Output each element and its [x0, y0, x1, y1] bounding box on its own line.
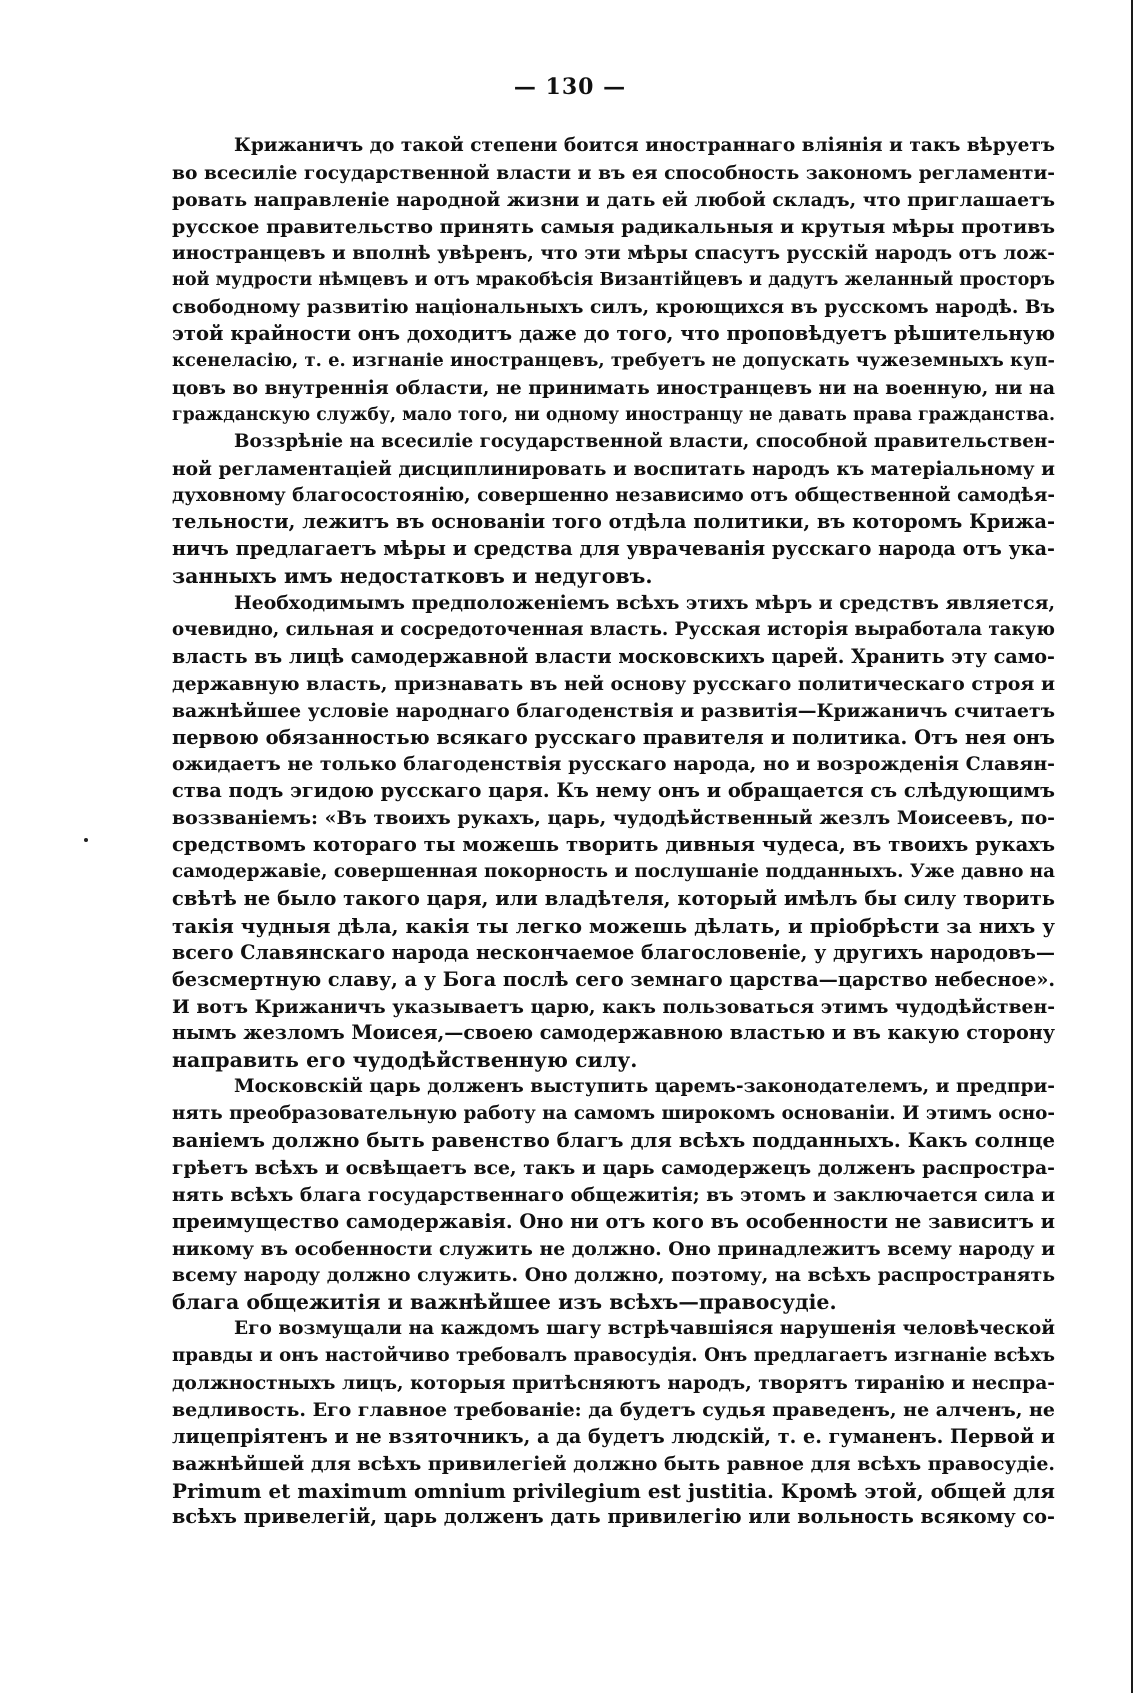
text-line: свободному развитію національныхъ силъ, кроющихся въ русскомъ народѣ. Въ: [172, 296, 1055, 319]
text-line: направить его чудодѣйственную силу.: [172, 1048, 638, 1073]
text-line: очевидно, сильная и сосредоточенная власть. Русская исторія выработала такую: [172, 619, 1055, 641]
text-line: никому въ особенности служить не должно. Оно принадлежитъ всему народу и: [172, 1237, 1055, 1260]
text-line: блага общежитія и важнѣйшее изъ всѣхъ—правосудіе.: [172, 1290, 837, 1315]
text-line: ксенеласію, т. е. изгнаніе иностранцевъ, требуетъ не допускать чужеземныхъ куп-: [172, 350, 1055, 372]
text-line: ровать направленіе народной жизни и дать ей любой складъ, что приглашаетъ: [172, 188, 1055, 211]
text-line: свѣтѣ не было такого царя, или владѣтеля, который имѣлъ бы силу творить: [172, 886, 1055, 910]
text-line: тельности, лежитъ въ основаніи того отдѣла политики, въ которомъ Крижа-: [172, 510, 1055, 534]
text-line: важнѣйшее условіе народнаго благоденствія и развитія—Крижаничъ считаетъ: [172, 699, 1055, 722]
text-line: ведливость. Его главное требованіе: да будетъ судья праведенъ, не алченъ, не: [172, 1398, 1055, 1421]
text-line: Primum et maximum omnium privilegium est justitia. Кромѣ этой, общей для: [172, 1478, 1055, 1503]
text-line: Необходимымъ предположеніемъ всѣхъ этихъ мѣръ и средствъ является,: [234, 592, 1055, 615]
text-line: Московскій царь долженъ выступить царемъ-законодателемъ, и предпри-: [234, 1076, 1055, 1098]
text-line: нять преобразовательную работу на самомъ широкомъ основаніи. И этимъ осно-: [172, 1103, 1055, 1125]
text-line: власть въ лицѣ самодержавной власти московскихъ царей. Хранить эту само-: [172, 644, 1055, 668]
text-line: должностныхъ лицъ, которыя притѣсняютъ народъ, творятъ тиранію и неспра-: [172, 1371, 1055, 1394]
text-line: лицепріятенъ и не взяточникъ, а да будетъ людскій, т. е. гуманенъ. Первой и: [172, 1424, 1055, 1448]
text-line: ничъ предлагаетъ мѣры и средства для уврачеванія русскаго народа отъ ука-: [172, 537, 1055, 561]
text-line: грѣетъ всѣхъ и освѣщаетъ все, такъ и царь самодержецъ долженъ распростра-: [172, 1156, 1055, 1179]
page-edge-rule: [1131, 0, 1133, 1693]
text-line: нымъ жезломъ Моисея,—своею самодержавною властью и въ какую сторону: [172, 1021, 1055, 1045]
text-line: средствомъ котораго ты можешь творить дивныя чудеса, въ твоихъ рукахъ: [172, 833, 1055, 857]
text-line: Его возмущали на каждомъ шагу встрѣчавшіяся нарушенія человѣческой: [234, 1318, 1055, 1340]
text-line: этой крайности онъ доходитъ даже до того, что проповѣдуетъ рѣшительную: [172, 322, 1055, 346]
text-line: Воззрѣніе на всесиліе государственной власти, способной правительствен-: [234, 430, 1055, 452]
text-line: Крижаничъ до такой степени боится иностраннаго вліянія и такъ вѣруетъ: [234, 135, 1055, 156]
text-line: цовъ во внутреннія области, не принимать иностранцевъ ни на военную, ни на: [172, 377, 1055, 400]
text-line: важнѣйшей для всѣхъ привилегіей должно быть равное для всѣхъ правосудіе.: [172, 1452, 1055, 1475]
print-speck: [84, 838, 88, 842]
text-line: ваніемъ должно быть равенство благъ для всѣхъ подданныхъ. Какъ солнце: [172, 1128, 1055, 1152]
page-number: — 130 —: [513, 74, 627, 100]
text-line: И вотъ Крижаничъ указываетъ царю, какъ пользоваться этимъ чудодѣйствен-: [172, 995, 1055, 1018]
text-line: такія чудныя дѣла, какія ты легко можешь дѣлать, и пріобрѣсти за нихъ у: [172, 913, 1055, 938]
text-line: державную власть, признавать въ ней основу русскаго политическаго строя и: [172, 672, 1055, 695]
text-line: всего Славянскаго народа нескончаемое благословеніе, у другихъ народовъ—: [172, 940, 1055, 964]
text-line: всѣхъ привелегій, царь долженъ дать привилегію или вольность всякому со-: [172, 1505, 1055, 1529]
text-line: гражданскую службу, мало того, ни одному иностранцу не давать права гражданства.: [172, 404, 1055, 425]
text-line: нять всѣхъ блага государственнаго общежитія; въ этомъ и заключается сила и: [172, 1183, 1055, 1206]
text-line: ной регламентаціей дисциплинировать и воспитать народъ къ матеріальному и: [172, 457, 1055, 480]
text-line: первою обязанностью всякаго русскаго правителя и политика. Отъ нея онъ: [172, 725, 1055, 749]
text-line: ства подъ эгидою русскаго царя. Къ нему онъ и обращается съ слѣдующимъ: [172, 779, 1055, 803]
text-line: духовному благосостоянію, совершенно независимо отъ общественной самодѣя-: [172, 484, 1055, 506]
text-line: русское правительство принять самыя радикальныя и крутыя мѣры противъ: [172, 215, 1055, 238]
text-line: во всесиліе государственной власти и въ ея способность закономъ регламенти-: [172, 161, 1055, 184]
text-line: преимущество самодержавія. Оно ни отъ кого въ особенности не зависитъ и: [172, 1209, 1055, 1233]
text-line: занныхъ имъ недостатковъ и недуговъ.: [172, 564, 653, 589]
text-line: иностранцевъ и вполнѣ увѣренъ, что эти мѣры спасутъ русскій народъ отъ лож-: [172, 242, 1055, 264]
text-line: самодержавіе, совершенная покорность и послушаніе подданныхъ. Уже давно на: [172, 861, 1055, 883]
text-line: безсмертную славу, а у Бога послѣ сего земнаго царства—царство небесное».: [172, 967, 1055, 991]
text-line: правды и онъ настойчиво требовалъ правосудія. Онъ предлагаетъ изгнаніе всѣхъ: [172, 1345, 1055, 1367]
text-line: ной мудрости нѣмцевъ и отъ мракобѣсія Византійцевъ и дадутъ желанный просторъ: [172, 270, 1055, 291]
text-line: всему народу должно служить. Оно должно, поэтому, на всѣхъ распространять: [172, 1264, 1055, 1287]
body-text: [172, 133, 1055, 1531]
text-line: ожидаетъ не только благоденствія русскаго народа, но и возрожденія Славян-: [172, 753, 1055, 776]
text-line: воззваніемъ: «Въ твоихъ рукахъ, царь, чудодѣйственный жезлъ Моисеевъ, по-: [172, 807, 1055, 830]
